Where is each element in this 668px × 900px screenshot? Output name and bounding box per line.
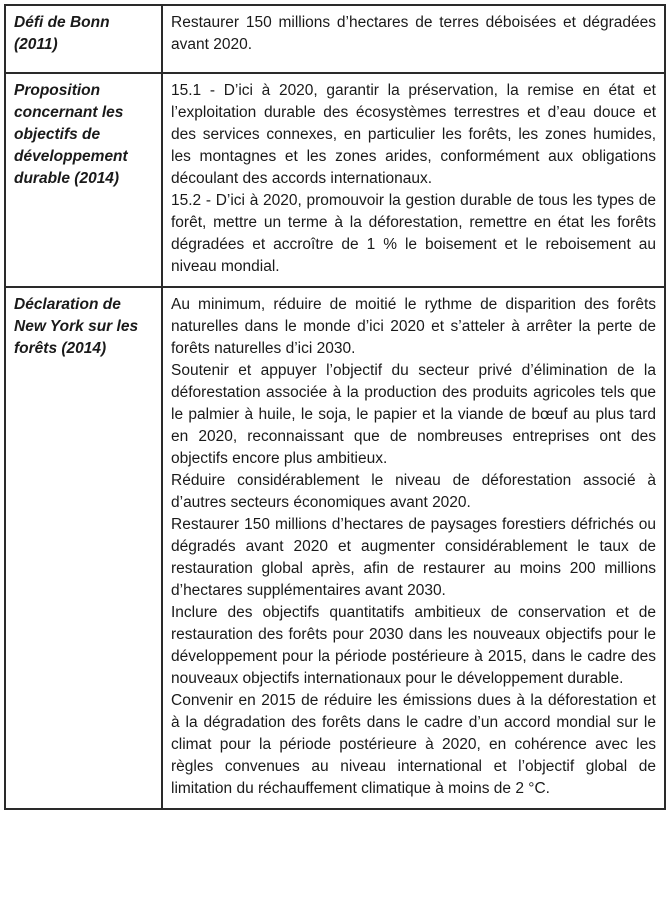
row-paragraph: Au minimum, réduire de moitié le rythme de disparition des forêts naturelles dans le monde d’ici 2020 et s’atteler à arrêter la perte de forêts naturelles d’ici 2030. — [171, 296, 656, 357]
row-paragraph: Soutenir et appuyer l’objectif du secteur privé d’élimination de la déforestation associée à la production des produits agricoles tels que le palmier à huile, le soja, le papier et la viande de bœuf au plus tard en 2020, reconnaissant que de nombreuses entreprises ont des objectifs encore plus ambitieux. — [171, 362, 656, 467]
row-text-cell — [162, 73, 665, 287]
row-paragraph: 15.2 - D’ici à 2020, promouvoir la gestion durable de tous les types de forêt, mettre un terme à la déforestation, remettre en état les forêts dégradées et accroître de 1 % le boisement et le reboisement au niveau mondial. — [171, 192, 656, 275]
row-name-cell: Défi de Bonn (2011) — [5, 5, 162, 73]
row-paragraph: Restaurer 150 millions d’hectares de paysages forestiers défrichés ou dégradés avant 2020 et augmenter considérablement le taux de restauration global après, afin de restaurer au moins 200 millions d’hectares supplémentaires avant 2030. — [171, 516, 656, 599]
table-row-sdg-proposal — [5, 73, 665, 287]
commitments-table — [4, 4, 666, 810]
row-name-cell: Déclaration de New York sur les forêts (2014) — [5, 287, 162, 809]
row-text-cell — [162, 287, 665, 809]
row-paragraph: Convenir en 2015 de réduire les émissions dues à la déforestation et à la dégradation des forêts dans le cadre d’un accord mondial sur le climat pour la période postérieure à 2020, en cohérence avec les règles convenues au niveau international et l’objectif global de limitation du réchauffement climatique à moins de 2 °C. — [171, 692, 656, 797]
row-text-cell — [162, 5, 665, 73]
table-row-new-york-declaration — [5, 287, 665, 809]
row-name-cell: Proposition concernant les objectifs de développement durable (2014) — [5, 73, 162, 287]
table-row-bonn-challenge — [5, 5, 665, 73]
row-paragraph: Inclure des objectifs quantitatifs ambitieux de conservation et de restauration des forêts pour 2030 dans les nouveaux objectifs pour le développement pour la période postérieure à 2015, dans le cadre des nouveaux objectifs internationaux pour le développement durable. — [171, 604, 656, 687]
row-paragraph: Restaurer 150 millions d’hectares de terres déboisées et dégradées avant 2020. — [171, 14, 656, 53]
row-paragraph: 15.1 - D’ici à 2020, garantir la préservation, la remise en état et l’exploitation durable des écosystèmes terrestres et d’eau douce et des services connexes, en particulier les forêts, les zones humides, les montagnes et les zones arides, conformément aux obligations découlant des accords internationaux. — [171, 82, 656, 187]
row-paragraph: Réduire considérablement le niveau de déforestation associé à d’autres secteurs économiques avant 2020. — [171, 472, 656, 511]
